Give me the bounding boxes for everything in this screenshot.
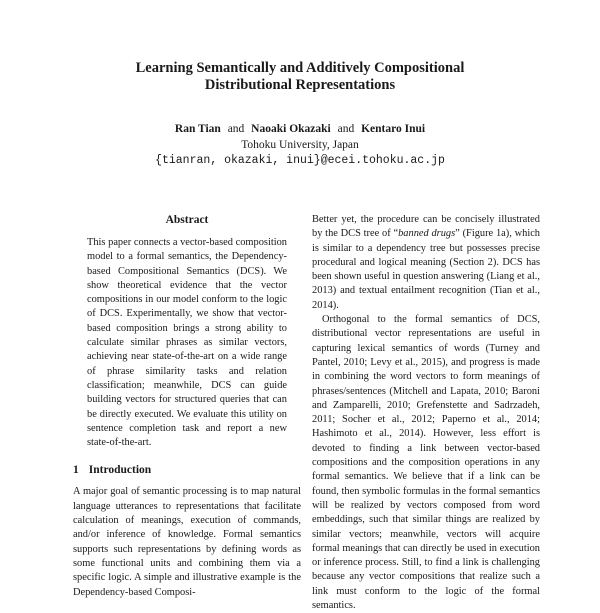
dcs-example-phrase: banned drugs [398, 228, 456, 240]
author-conj-2: and [337, 123, 355, 135]
intro-paragraph-1: A major goal of semantic processing is to map natural language utterances to representations that facilitate calculation of meanings, execution of commands, and/or inference of knowledge. Formal semantics supports such representations by defining words as some functional units and combining them via a specific logic. A simple and illustrative example is the Dependency-based Composi- [73, 486, 301, 598]
author-2: Naoaki Okazaki [251, 123, 331, 135]
author-emails: {tianran, okazaki, inui}@ecei.tohoku.ac.jp [155, 154, 445, 167]
right-column [312, 213, 540, 613]
section-heading-introduction [73, 463, 301, 477]
right-paragraph-1-a: Better yet, the procedure can be concisely illustrated by the DCS tree of “ [312, 214, 540, 240]
affiliation: Tohoku University, Japan [241, 139, 359, 151]
author-conj-1: and [227, 123, 245, 135]
author-block [0, 121, 600, 169]
author-3: Kentaro Inui [361, 123, 426, 135]
abstract-text: This paper connects a vector-based composition model to a formal semantics, the Dependency-based Compositional Semantics (DCS). We show theoretical evidence that the vector compositions in our model conform to the logic of DCS. Experimentally, we show that vector-based composition brings a strong ability to calculate similar phrases as similar vectors, achieving near state-of-the-art on a wide range of phrase similarity tasks and relation classification; meanwhile, DCS can guide building vectors for structured queries that can be directly executed. We evaluate this utility on sentence completion task and report a new state-of-the-art. [87, 237, 287, 449]
abstract-heading: Abstract [165, 214, 209, 226]
right-paragraph-1-b: ” (Figure 1a), which is similar to a dependency tree but possesses precise procedural and logical meaning (Section 2). DCS has been shown useful in question answering (Liang et al., 2013) and textual entailment recognition (Tian et al., 2014). [312, 228, 541, 311]
section-number: 1 [73, 464, 79, 477]
section-title: Introduction [88, 464, 152, 477]
author-1: Ran Tian [174, 123, 221, 135]
paper-title [0, 60, 600, 94]
right-paragraph-2: Orthogonal to the formal semantics of DCS, distributional vector representations are useful in capturing lexical semantics of words (Turney and Pantel, 2010; Levy et al., 2015), and progress is made in combining the word vectors to form meanings of phrases/sentences (Mitchell and Lapata, 2010; Baroni and Zamparelli, 2010; Grefenstette and Sadrzadeh, 2011; Socher et al., 2012; Paperno et al., 2014; Hashimoto et al., 2014). However, less effort is devoted to finding a link between vector-based compositions and the composition operations in any formal semantics. We believe that if a link can be found, then symbolic formulas in the formal semantics will be realized by vectors composed from word embeddings, such that similar things are realized by similar vectors; meanwhile, vectors will acquire formal meanings that can directly be used in execution or inference process. Still, to find a link is challenging because any vector compositions that realize such a link must conform to the logic of the formal semantics. [312, 314, 540, 612]
left-column [73, 213, 301, 600]
title-line-2: Distributional Representations [204, 77, 396, 93]
title-line-1: Learning Semantically and Additively Compositional [135, 60, 465, 76]
right-paragraph-1 [312, 213, 540, 313]
author-names [0, 121, 600, 137]
